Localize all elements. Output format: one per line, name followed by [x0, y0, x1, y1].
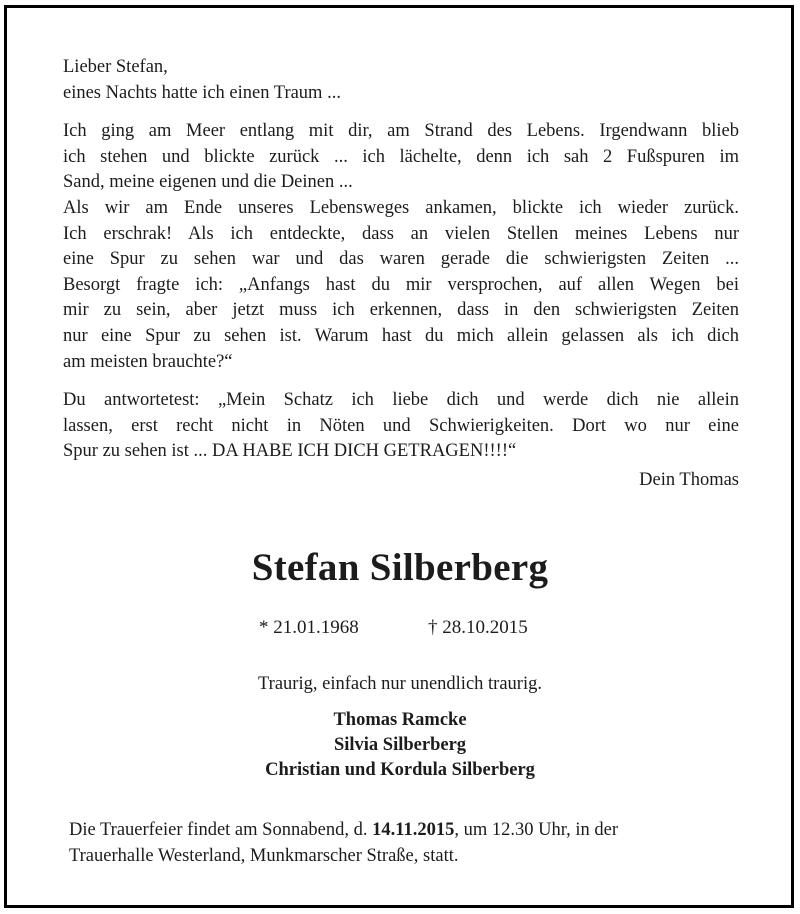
mourners-list	[0, 708, 800, 783]
birth-date: * 21.01.1968	[259, 617, 359, 638]
poem-stanza-1	[63, 119, 739, 375]
poem-intro: eines Nachts hatte ich einen Traum ...	[63, 82, 341, 103]
funeral-text-time: , um 12.30 Uhr, in der	[454, 820, 619, 840]
funeral-date: 14.11.2015	[372, 820, 455, 840]
poem-line: ich stehen und blickte zurück ... ich lächelte, denn ich sah 2 Fußspuren im	[63, 146, 739, 167]
death-date: † 28.10.2015	[428, 617, 528, 638]
deceased-name: Stefan Silberberg	[251, 546, 549, 589]
poem-line: nur eine Spur zu sehen ist. Warum hast du mich allein gelassen als ich dich	[63, 325, 739, 346]
poem-line: Sand, meine eigenen und die Deinen ...	[63, 172, 353, 193]
poem-line: Als wir am Ende unseres Lebensweges ankamen, blickte ich wieder zurück.	[63, 197, 739, 218]
poem-line: Besorgt fragte ich: „Anfangs hast du mir versprochen, auf allen Wegen bei	[63, 274, 739, 295]
poem-line: lassen, erst recht nicht in Nöten und Schwierigkeiten. Dort wo nur eine	[63, 415, 739, 436]
funeral-text-start: Die Trauerfeier findet am Sonnabend, d.	[69, 820, 373, 840]
poem-greeting: Lieber Stefan,	[63, 57, 168, 77]
poem-line: Spur zu sehen ist ... DA HABE ICH DICH GETRAGEN!!!!“	[63, 441, 517, 462]
mourner-name: Christian und Kordula Silberberg	[265, 760, 535, 780]
mourner-name: Thomas Ramcke	[333, 710, 467, 730]
funeral-location: Trauerhalle Westerland, Munkmarscher Straße, statt.	[69, 846, 459, 866]
poem-line: eine Spur zu sehen war und das waren gerade die schwierigsten Zeiten ...	[63, 249, 739, 270]
poem-signature: Dein Thomas	[639, 469, 739, 490]
poem-stanza-2	[63, 388, 739, 465]
poem-text	[63, 55, 739, 494]
poem-line: Ich erschrak! Als ich entdeckte, dass an vielen Stellen meines Lebens nur	[63, 223, 739, 244]
poem-line: mir zu sein, aber jetzt muss ich erkennen, dass in den schwierigsten Zeiten	[63, 300, 739, 321]
poem-line: Ich ging am Meer entlang mit dir, am Strand des Lebens. Irgendwann blieb	[63, 121, 739, 142]
funeral-notice	[69, 817, 731, 869]
mourner-name: Silvia Silberberg	[333, 735, 467, 755]
poem-line: Du antwortetest: „Mein Schatz ich liebe dich und werde dich nie allein	[63, 390, 739, 411]
mourning-text: Traurig, einfach nur unendlich traurig.	[258, 674, 542, 694]
poem-line: am meisten brauchte?“	[63, 351, 233, 372]
